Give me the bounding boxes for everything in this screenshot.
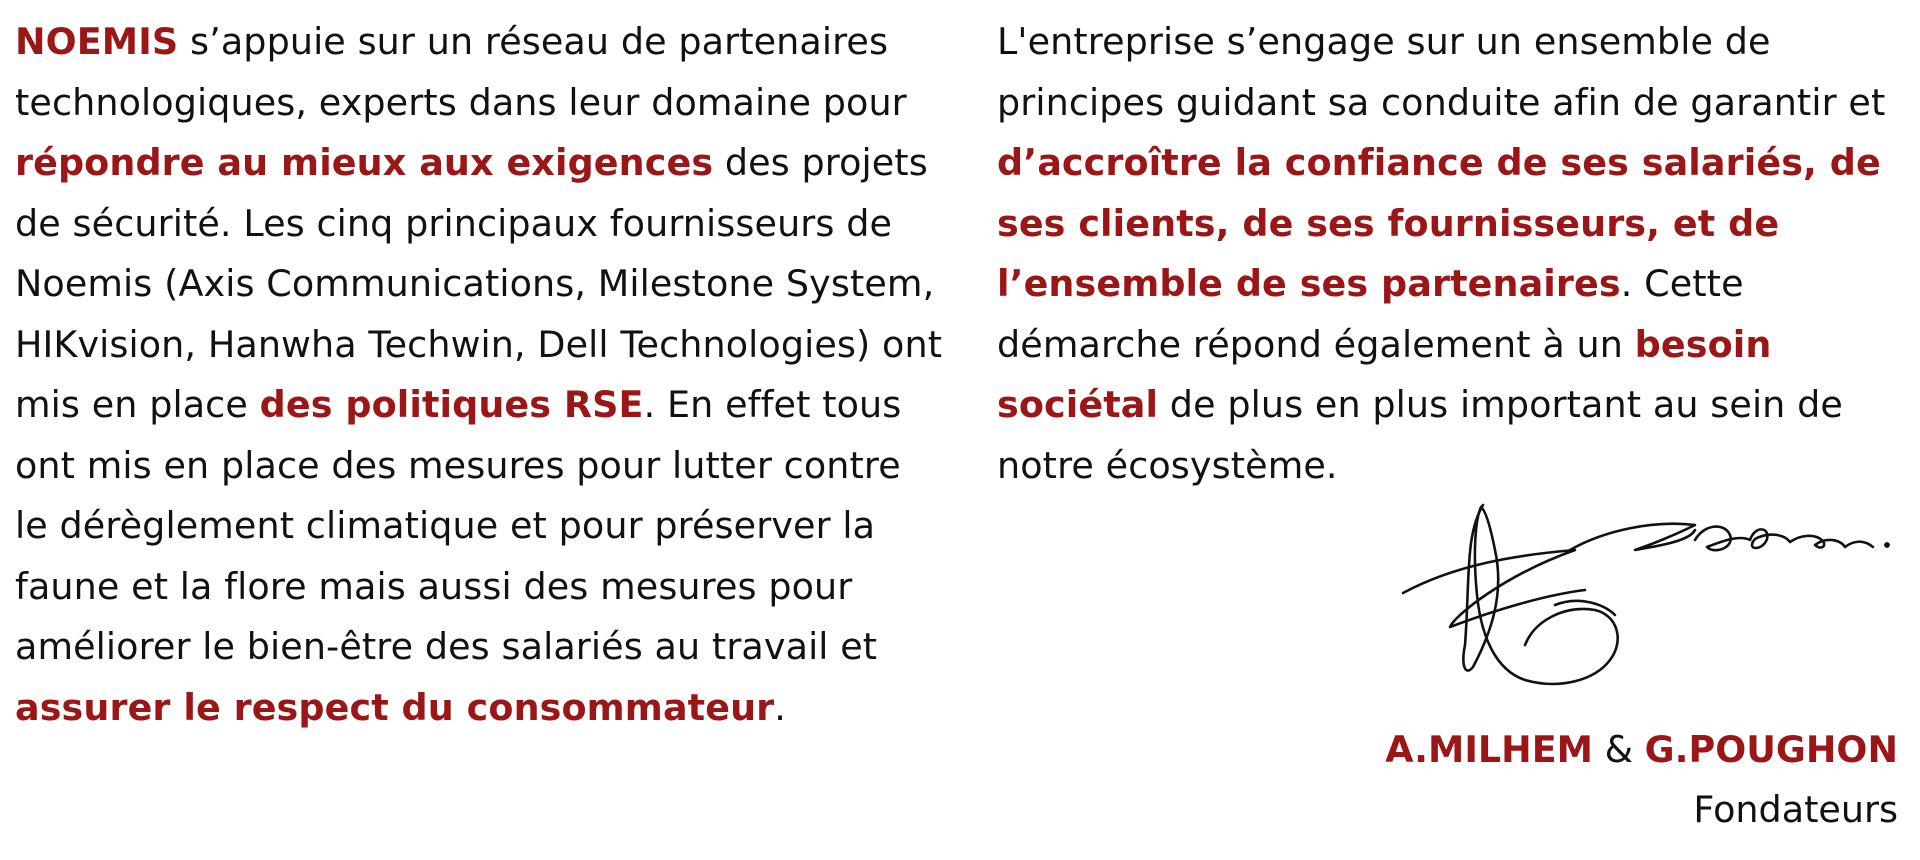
text-segment: . En effet tous ont mis en place des mesures pour lutter contre le dérèglement climatique et pour préserver la faune et la flore mais aussi des mesures pour améliorer le bien-être des salariés au travail et xyxy=(15,383,902,668)
signer-names xyxy=(1385,720,1898,780)
ampersand: & xyxy=(1593,728,1645,771)
highlight-text: d’accroître la confiance de ses salariés, de ses clients, de ses fournisseurs, et de l’ensemble de ses partenaires xyxy=(997,141,1881,305)
text-segment: . Cette démarche répond également à un xyxy=(997,262,1744,366)
signer-name: G.POUGHON xyxy=(1644,728,1898,771)
signer-role: Fondateurs xyxy=(1693,788,1898,831)
text-segment: L'entreprise s’engage sur un ensemble de principes guidant sa conduite afin de garantir et xyxy=(997,20,1886,124)
text-segment: s’appuie sur un réseau de partenaires technologiques, experts dans leur domaine pour xyxy=(15,20,907,124)
highlight-text: besoin sociétal xyxy=(997,322,1772,426)
signers-block xyxy=(1385,720,1898,840)
highlight-text: répondre au mieux aux exigences xyxy=(15,141,714,184)
text-segment: de plus en plus important au sein de notre écosystème. xyxy=(997,383,1843,487)
left-paragraph xyxy=(15,12,945,738)
highlight-text: assurer le respect du consommateur xyxy=(15,685,775,729)
highlight-text: des politiques RSE xyxy=(259,383,644,426)
signer-name: A.MILHEM xyxy=(1385,728,1593,771)
text-segment: . xyxy=(774,685,786,729)
text-segment: des projets de sécurité. Les cinq principaux fournisseurs de Noemis (Axis Communications, Milestone System, HIKvision, Hanwha Techwin, Dell Technologies) ont mis en place xyxy=(15,141,943,426)
signature-image xyxy=(1395,495,1895,695)
text-segment: NOEMIS xyxy=(15,20,179,63)
right-paragraph xyxy=(997,12,1907,496)
